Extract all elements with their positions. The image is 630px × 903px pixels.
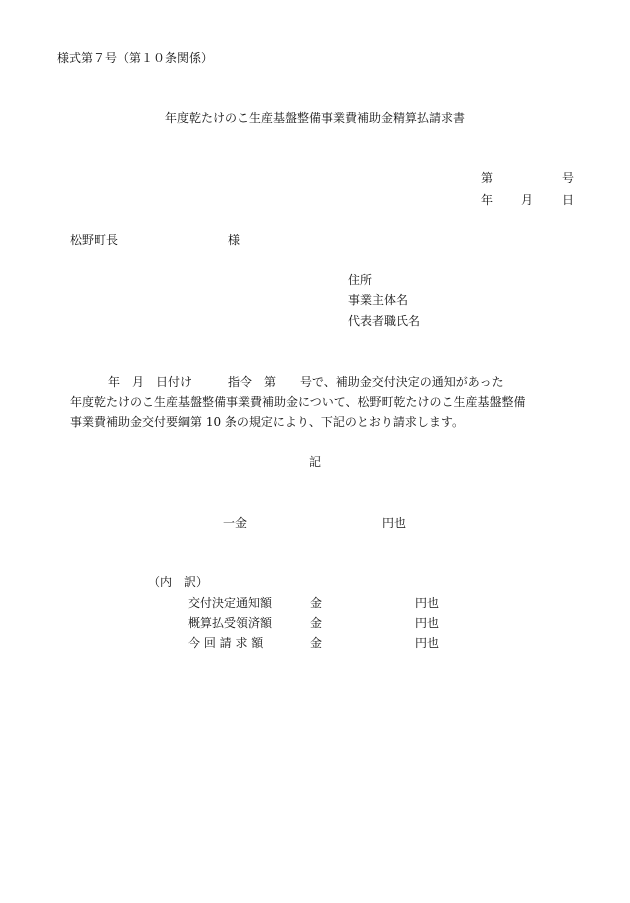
breakdown-row-label: 今 回 請 求 額 <box>188 636 264 650</box>
body-text-line-3: 事業費補助金交付要綱第 10 条の規定により、下記のとおり請求します。 <box>70 415 464 429</box>
breakdown-row-unit: 円也 <box>415 636 440 650</box>
document-title: 年度乾たけのこ生産基盤整備事業費補助金精算払請求書 <box>164 111 465 125</box>
breakdown-row-unit: 円也 <box>415 616 440 630</box>
document-number-suffix: 号 <box>562 171 575 185</box>
sum-label: 一金 <box>223 516 248 530</box>
breakdown-row-unit: 円也 <box>415 596 440 610</box>
date-day-label: 日 <box>562 193 575 207</box>
addressee-honorific: 様 <box>228 233 241 247</box>
sum-unit: 円也 <box>382 516 407 530</box>
applicant-entity-label: 事業主体名 <box>348 293 409 307</box>
document-number-label: 第 <box>481 171 494 185</box>
body-text-line-2: 年度乾たけのこ生産基盤整備事業費補助金について、松野町乾たけのこ生産基盤整備 <box>70 395 526 409</box>
breakdown-row-currency: 金 <box>310 636 323 650</box>
applicant-address-label: 住所 <box>348 273 373 287</box>
ki-label: 記 <box>308 455 321 469</box>
form-number: 様式第７号（第１０条関係） <box>57 51 214 65</box>
date-year-label: 年 <box>481 193 494 207</box>
breakdown-row-label: 概算払受領済額 <box>188 616 273 630</box>
applicant-representative-label: 代表者職氏名 <box>348 314 421 328</box>
date-month-label: 月 <box>521 193 534 207</box>
body-text-line-1: 年 月 日付け 指令 第 号で、補助金交付決定の通知があった <box>108 375 504 389</box>
breakdown-row-currency: 金 <box>310 596 323 610</box>
breakdown-row-label: 交付決定通知額 <box>188 596 273 610</box>
addressee-name: 松野町長 <box>70 233 119 247</box>
breakdown-heading: （内 訳） <box>148 575 209 589</box>
breakdown-row-currency: 金 <box>310 616 323 630</box>
